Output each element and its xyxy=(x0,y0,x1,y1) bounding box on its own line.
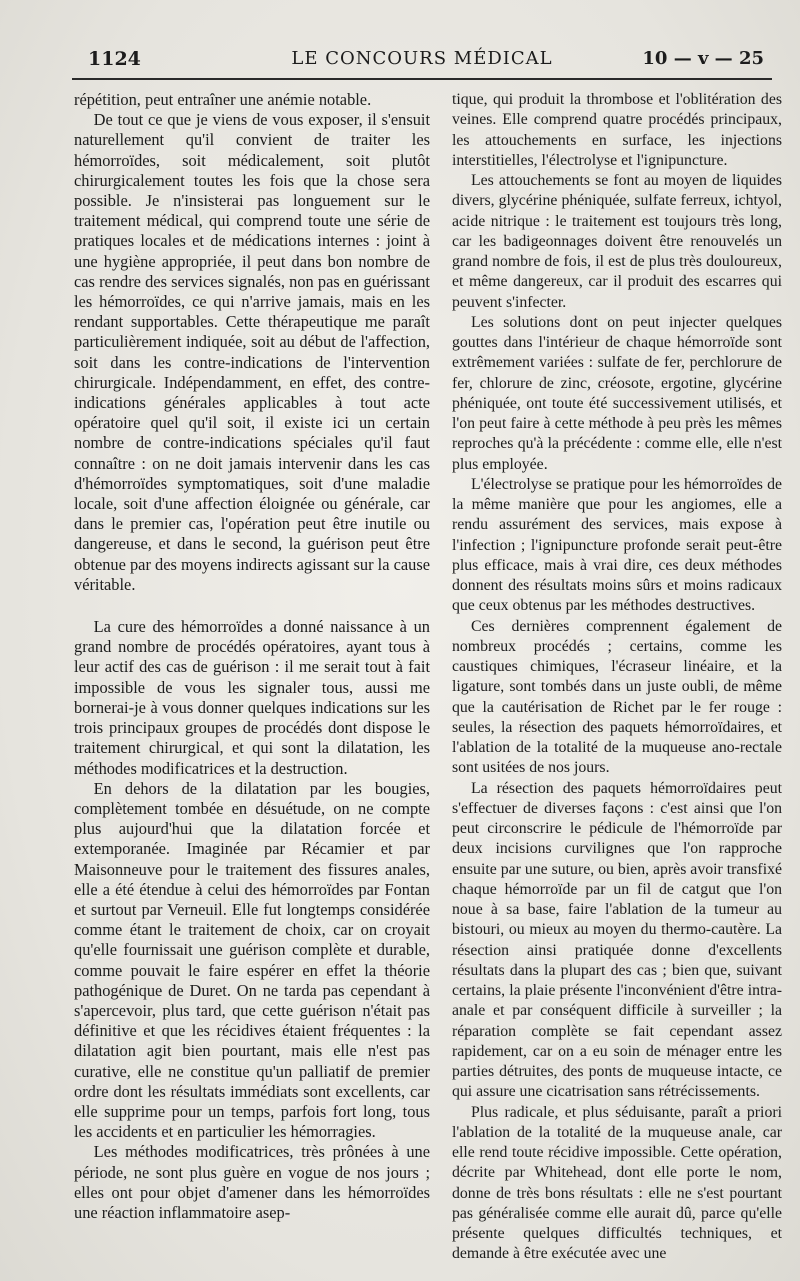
paragraph: Ces dernières comprennent également de nombreux procédés ; certains, comme les caustiques chimiques, l'écraseur linéaire, et la ligature, sont tombés dans un juste oubli, de même que la cautérisation de Richet par le fer rouge : seules, la résection des paquets hémorroïdaires, et l'ablation de la totalité de la muqueuse ano-rectale sont usitées de nos jours. xyxy=(452,617,782,777)
left-column xyxy=(74,90,430,1223)
paragraph: Les attouchements se font au moyen de liquides divers, glycérine phéniquée, sulfate ferreux, ichtyol, acide nitrique : le traitement est toujours très long, car les badigeonnages doivent être renouvelés un grand nombre de fois, il est de plus très douloureux, et même dangereux, car il produit des escarres qui peuvent s'infecter. xyxy=(452,172,782,311)
paragraph: De tout ce que je viens de vous exposer, il s'ensuit naturellement qu'il convient de traiter les hémorroïdes, soit médicalement, soit plutôt chirurgicalement toutes les fois que la chose sera possible. Je n'insisterai pas longuement sur le traitement médical, qui comprend toute une série de pratiques locales et de médications internes : joint à une hygiène appropriée, il peut dans bon nombre de cas rendre des services signalés, non pas en guérissant les hémorroïdes, ce qui n'arrive jamais, mais en les rendant supportables. Cette thérapeutique me paraît particulièrement indiquée, soit au début de l'affection, soit dans les contre-indications de l'intervention chirurgicale. Indépendamment, en effet, des contre-indications générales applicables à tout acte opératoire quel qu'il soit, il existe ici un certain nombre de contre-indications spéciales qu'il faut connaître : on ne doit jamais intervenir dans les cas d'hémorroïdes symptomatiques, soit d'une maladie locale, soit d'une affection éloignée ou générale, car dans le premier cas, l'opération peut être inutile ou dangereuse, et dans le second, la guérison peut être obtenue par des moyens indirects agissant sur la cause véritable. xyxy=(74,110,430,594)
paragraph: Plus radicale, et plus séduisante, paraît a priori l'ablation de la totalité de la muqueuse anale, car elle rend toute récidive impossible. Cette opération, décrite par Whitehead, dont elle porte le nom, donne de très bons résultats : elle ne s'est pourtant pas généralisée comme elle aurait dû, parce qu'elle présente quelques difficultés techniques, et demande à être exécutée avec une xyxy=(452,1103,782,1263)
paragraph: Les solutions dont on peut injecter quelques gouttes dans l'intérieur de chaque hémorroïde sont extrêmement variées : sulfate de fer, perchlorure de fer, chlorure de zinc, créosote, ergotine, glycérine phéniquée, ont toute été successivement utilisés, et l'on peut faire à cette méthode à peu près les mêmes reproches qu'à la précédente : comme elle, elle n'est plus employée. xyxy=(452,313,782,473)
paragraph: La cure des hémorroïdes a donné naissance à un grand nombre de procédés opératoires, ayant tous à leur actif des cas de guérison : il me serait tout à fait impossible de vous les signaler tous, aussi me bornerai-je à vous donner quelques indications sur les trois principaux groupes de procédés dont dispose le traitement chirurgical, et qui sont la dilatation, les méthodes modificatrices et la destruction. xyxy=(74,617,430,778)
section-break xyxy=(74,595,430,617)
page-number: 1124 xyxy=(88,48,141,70)
journal-title: LE CONCOURS MÉDICAL xyxy=(291,48,553,69)
running-header xyxy=(72,46,772,80)
paragraph: En dehors de la dilatation par les bougies, complètement tombée en désuétude, on ne compte plus aujourd'hui que la dilatation forcée et extemporanée. Imaginée par Récamier et par Maisonneuve pour le traitement des fissures anales, elle a été étendue à celui des hémorroïdes par Fontan et surtout par Verneuil. Elle fut longtemps considérée comme étant le traitement de choix, car on croyait qu'elle fournissait une guérison complète et durable, comme pouvait le faire espérer en effet la théorie pathogénique de Duret. On ne tarda pas cependant à s'apercevoir, plus tard, que cette guérison n'était pas définitive et que les récidives étaient fréquentes : la dilatation agit bien pourtant, mais elle n'est pas curative, elle ne constitue qu'un palliatif de premier ordre dont les résultats immédiats sont excellents, car elle supprime pour un temps, parfois fort long, tous les accidents et en particulier les hémorragies. xyxy=(74,778,430,1142)
paragraph: répétition, peut entraîner une anémie notable. xyxy=(74,90,372,109)
paragraph: Les méthodes modificatrices, très prônées à une période, ne sont plus guère en vogue de nos jours ; elles ont pour objet d'amener dans les hémorroïdes une réaction inflammatoire asep- xyxy=(74,1142,430,1222)
paragraph: La résection des paquets hémorroïdaires peut s'effectuer de diverses façons : c'est ainsi que l'on peut circonscrire le pédicule de l'hémorroïde par deux incisions curvilignes que l'on rapproche ensuite par une suture, ou bien, après avoir transfixé chaque hémorroïde par un fil de catgut que l'on noue à sa base, faire l'ablation de la tumeur au bistouri, ou mieux au moyen du thermo-cautère. La résection ainsi pratiquée donne d'excellents résultats dans la plupart des cas ; bien que, suivant certains, la plaie présente l'inconvénient d'être intra-anale et par conséquent difficile à surveiller ; la réparation complète se fait cependant assez rapidement, car on a eu soin de ménager entre les parties détruites, des ponts de muqueuse intacte, ce qui assure une cicatrisation sans rétrécissements. xyxy=(452,779,782,1101)
right-column xyxy=(452,90,782,1265)
paragraph: tique, qui produit la thrombose et l'oblitération des veines. Elle comprend quatre procédés principaux, les attouchements en surface, les injections interstitielles, l'électrolyse et l'ignipuncture. xyxy=(452,91,782,169)
issue-date: 10 — v — 25 xyxy=(642,48,764,69)
paragraph: L'électrolyse se pratique pour les hémorroïdes de la même manière que pour les angiomes, elle a rendu assurément des services, mais expose à l'infection ; l'ignipuncture profonde serait peut-être plus efficace, mais à vrai dire, ces deux méthodes donnent des résultats moins sûrs et moins radicaux que ceux obtenus par les méthodes destructives. xyxy=(452,475,782,615)
